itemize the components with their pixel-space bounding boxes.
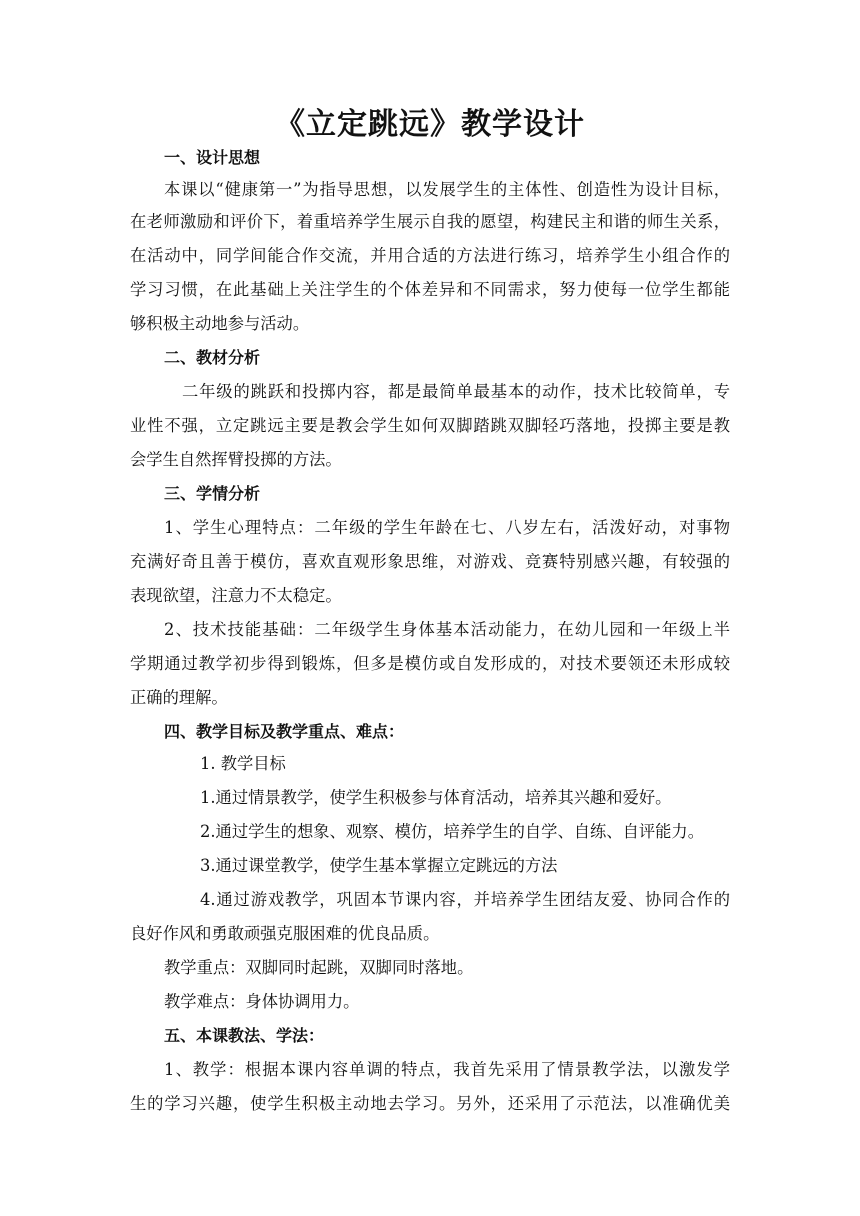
- paragraph-line: 充满好奇且善于模仿，喜欢直观形象思维，对游戏、竞赛特别感兴趣，有较强的: [130, 552, 730, 571]
- key-point: 教学重点：双脚同时起跳，双脚同时落地。: [164, 958, 474, 977]
- section-heading-objectives: 四、教学目标及教学重点、难点：: [164, 722, 405, 741]
- section-heading-methods: 五、本课教法、学法：: [164, 1026, 325, 1045]
- paragraph-line: 在老师激励和评价下，着重培养学生展示自我的愿望，构建民主和谐的师生关系，: [130, 212, 730, 231]
- difficult-point: 教学难点：身体协调用力。: [164, 992, 360, 1011]
- paragraph-line: 良好作风和勇敢顽强克服困难的优良品质。: [130, 924, 440, 943]
- paragraph-line: 业性不强，立定跳远主要是教会学生如何双脚踏跳双脚轻巧落地，投掷主要是教: [130, 416, 730, 435]
- paragraph-line: 够积极主动地参与活动。: [130, 314, 310, 333]
- paragraph-line: 表现欲望，注意力不太稳定。: [130, 586, 342, 605]
- list-heading: 1. 教学目标: [200, 754, 286, 773]
- paragraph-line: 2、技术技能基础：二年级学生身体基本活动能力，在幼儿园和一年级上半: [164, 620, 730, 639]
- document-title: 《立定跳远》教学设计: [275, 107, 585, 142]
- list-item: 2.通过学生的想象、观察、模仿，培养学生的自学、自练、自评能力。: [200, 822, 704, 841]
- section-heading-design-philosophy: 一、设计思想: [164, 148, 261, 167]
- paragraph-line: 1、学生心理特点：二年级的学生年龄在七、八岁左右，活泼好动，对事物: [164, 518, 730, 537]
- paragraph-line: 本课以“健康第一”为指导思想，以发展学生的主体性、创造性为设计目标，: [164, 180, 730, 199]
- list-item: 1.通过情景教学，使学生积极参与体育活动，培养其兴趣和爱好。: [200, 788, 672, 807]
- paragraph-line: 1、教学：根据本课内容单调的特点，我首先采用了情景教学法，以激发学: [164, 1060, 730, 1079]
- paragraph-line: 会学生自然挥臂投掷的方法。: [130, 450, 342, 469]
- list-item: 3.通过课堂教学，使学生基本掌握立定跳远的方法: [200, 856, 558, 875]
- list-item: 4.通过游戏教学，巩固本节课内容，并培养学生团结友爱、协同合作的: [200, 890, 730, 909]
- section-heading-student-analysis: 三、学情分析: [164, 484, 261, 503]
- paragraph-line: 生的学习兴趣，使学生积极主动地去学习。另外，还采用了示范法，以准确优美: [130, 1094, 730, 1113]
- paragraph-line: 在活动中，同学间能合作交流，并用合适的方法进行练习，培养学生小组合作的: [130, 246, 730, 265]
- paragraph-line: 正确的理解。: [130, 688, 228, 707]
- paragraph-line: 学习习惯，在此基础上关注学生的个体差异和不同需求，努力使每一位学生都能: [130, 280, 730, 299]
- paragraph-line: 二年级的跳跃和投掷内容，都是最简单最基本的动作，技术比较简单，专: [182, 382, 730, 401]
- section-heading-material-analysis: 二、教材分析: [164, 348, 261, 367]
- paragraph-line: 学期通过教学初步得到锻炼，但多是模仿或自发形成的，对技术要领还未形成较: [130, 654, 730, 673]
